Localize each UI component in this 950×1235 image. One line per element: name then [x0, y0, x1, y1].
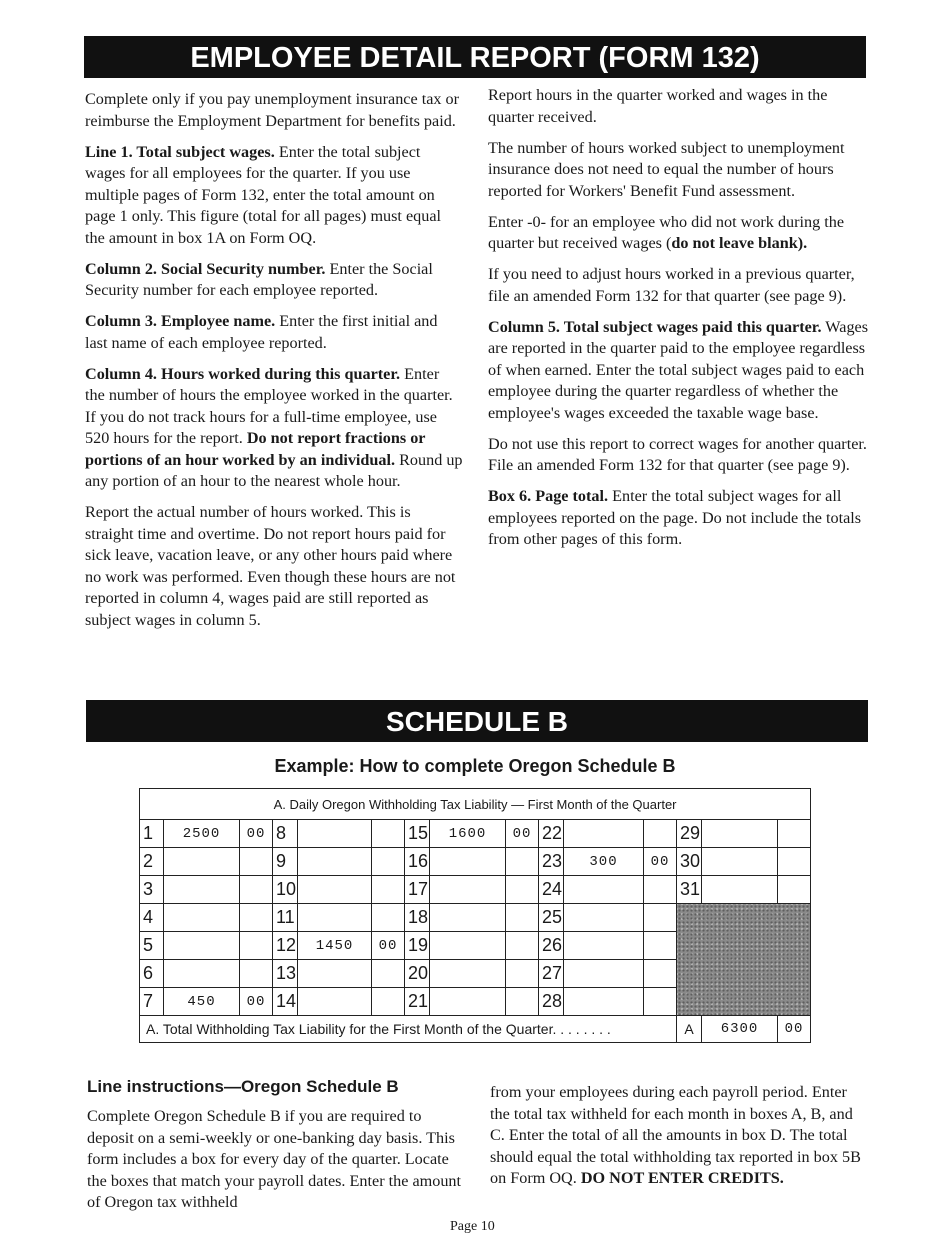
day-cents-field[interactable] [506, 876, 539, 904]
column3-heading: Column 3. Employee name. [85, 312, 276, 330]
day-amount-field[interactable] [298, 988, 372, 1016]
total-cents-field[interactable]: 00 [778, 1016, 811, 1043]
day-cents-field[interactable] [644, 876, 677, 904]
intro-paragraph: Complete only if you pay unemployment insurance tax or reimburse the Employment Department for benefits paid. [85, 90, 460, 130]
day-amount-field[interactable]: 450 [164, 988, 240, 1016]
day-number: 14 [273, 988, 298, 1016]
left-column [85, 89, 463, 641]
day-number: 12 [273, 932, 298, 960]
day-amount-field[interactable] [702, 876, 778, 904]
column5-paragraph [488, 317, 869, 425]
day-cents-field[interactable] [372, 820, 405, 848]
day-number: 18 [405, 904, 430, 932]
page-number: Page 10 [450, 1219, 495, 1234]
enter-zero-text: Enter -0- for an employee who did not work during the quarter but received wages ( [488, 212, 845, 252]
day-number: 15 [405, 820, 430, 848]
day-number: 13 [273, 960, 298, 988]
column4-heading: Column 4. Hours worked during this quarter. [85, 364, 401, 383]
day-amount-field[interactable] [564, 932, 644, 960]
total-amount-field[interactable]: 6300 [702, 1016, 778, 1043]
day-number: 3 [140, 876, 164, 904]
column5-heading: Column 5. Total subject wages paid this quarter. [488, 317, 822, 336]
box6-heading: Box 6. Page total. [488, 487, 609, 505]
day-amount-field[interactable] [564, 988, 644, 1016]
line-instructions-right-paragraph [490, 1082, 870, 1190]
day-cents-field[interactable]: 00 [644, 848, 677, 876]
table-row [140, 876, 811, 904]
day-cents-field[interactable] [372, 848, 405, 876]
column2-heading: Column 2. Social Security number. [85, 259, 326, 278]
actual-hours-paragraph: Report the actual number of hours worked. This is straight time and overtime. Do not report hours paid for sick leave, vacation leave, or any other hours paid where no work was performed. Even though these hours are not reported in column 4, wages paid are still reported as subject wages in column 5. [85, 503, 456, 629]
day-cents-field[interactable] [372, 988, 405, 1016]
day-cents-field[interactable] [372, 960, 405, 988]
day-number: 20 [405, 960, 430, 988]
shaded-unused-block [677, 904, 811, 1016]
column5-text: Wages are reported in the quarter paid to the employee regardless of when earned. Enter the total subject wages paid to each employee during the quarter regardless of whether the employee's wages exceeded the taxable wage base. [488, 317, 869, 422]
day-amount-field[interactable]: 1450 [298, 932, 372, 960]
column2-paragraph [85, 259, 463, 302]
page-title-banner: EMPLOYEE DETAIL REPORT (FORM 132) [84, 36, 866, 78]
day-cents-field[interactable] [506, 904, 539, 932]
day-number: 30 [677, 848, 702, 876]
day-cents-field[interactable] [778, 848, 811, 876]
line1-paragraph [85, 142, 463, 250]
day-amount-field[interactable] [564, 820, 644, 848]
day-number: 5 [140, 932, 164, 960]
column4-bold-text: Do not report fractions or portions of an hour worked by an individual. [85, 429, 426, 469]
day-amount-field[interactable] [298, 960, 372, 988]
day-amount-field[interactable] [702, 820, 778, 848]
day-number: 17 [405, 876, 430, 904]
day-cents-field[interactable] [644, 904, 677, 932]
day-amount-field[interactable] [298, 848, 372, 876]
day-number: 27 [539, 960, 564, 988]
do-not-use-paragraph: Do not use this report to correct wages for another quarter. File an amended Form 132 for that quarter (see page 9). [488, 434, 867, 474]
column4-text-end: Round up any portion of an hour to the nearest whole hour. [85, 450, 463, 490]
day-number: 22 [539, 820, 564, 848]
day-number: 25 [539, 904, 564, 932]
example-title: Example: How to complete Oregon Schedule B [274, 756, 676, 776]
day-number: 9 [273, 848, 298, 876]
column3-paragraph [85, 311, 463, 354]
day-number: 8 [273, 820, 298, 848]
day-cents-field[interactable] [644, 932, 677, 960]
day-amount-field[interactable] [702, 848, 778, 876]
day-amount-field[interactable] [430, 988, 506, 1016]
box6-paragraph [488, 486, 869, 551]
column4-text: Enter the number of hours the employee worked in the quarter. If you do not track hours for a full-time employee, use 520 hours for the report. [85, 364, 453, 447]
table-row [140, 904, 811, 932]
day-cents-field[interactable] [240, 960, 273, 988]
day-cents-field[interactable]: 00 [240, 820, 273, 848]
day-amount-field[interactable]: 300 [564, 848, 644, 876]
line-instructions-title: Line instructions—Oregon Schedule B [87, 1077, 399, 1096]
total-label: A. Total Withholding Tax Liability for the First Month of the Quarter. . . . . . . . [140, 1016, 677, 1043]
day-amount-field[interactable] [430, 932, 506, 960]
line-instructions-right [490, 1082, 870, 1190]
report-hours-paragraph: Report hours in the quarter worked and wages in the quarter received. [488, 86, 828, 126]
day-cents-field[interactable] [372, 876, 405, 904]
day-number: 4 [140, 904, 164, 932]
day-cents-field[interactable]: 00 [240, 988, 273, 1016]
right-column [488, 85, 869, 560]
day-cents-field[interactable] [372, 904, 405, 932]
day-number: 6 [140, 960, 164, 988]
day-number: 26 [539, 932, 564, 960]
day-amount-field[interactable] [430, 876, 506, 904]
day-amount-field[interactable] [564, 960, 644, 988]
day-cents-field[interactable] [240, 876, 273, 904]
day-cents-field[interactable] [778, 820, 811, 848]
day-amount-field[interactable] [430, 904, 506, 932]
day-amount-field[interactable] [164, 876, 240, 904]
day-number: 2 [140, 848, 164, 876]
column3-text: Enter the first initial and last name of each employee reported. [85, 312, 438, 352]
day-cents-field[interactable] [644, 988, 677, 1016]
day-number: 21 [405, 988, 430, 1016]
day-amount-field[interactable] [298, 820, 372, 848]
day-cents-field[interactable] [506, 988, 539, 1016]
day-number: 23 [539, 848, 564, 876]
box6-text: Enter the total subject wages for all employees reported on the page. Do not include the totals from other pages of this form. [488, 487, 862, 548]
table-row [140, 848, 811, 876]
line-instructions-left-text: Complete Oregon Schedule B if you are required to deposit on a semi-weekly or one-banking day basis. This form includes a box for every day of the quarter. Locate the boxes that match your payroll dates. Enter the amount of Oregon tax withheld [87, 1107, 462, 1211]
line-instructions-right-text: from your employees during each payroll period. Enter the total tax withheld for each month in boxes A, B, and C. Enter the total of all the amounts in box D. The total should equal the total withholding tax reported in box 5B on Form OQ. [490, 1083, 861, 1187]
table-row [140, 820, 811, 848]
day-amount-field[interactable] [298, 904, 372, 932]
schedule-b-table [139, 788, 811, 1043]
day-cents-field[interactable] [644, 960, 677, 988]
day-number: 16 [405, 848, 430, 876]
day-cents-field[interactable] [644, 820, 677, 848]
day-cents-field[interactable] [240, 848, 273, 876]
day-amount-field[interactable] [164, 848, 240, 876]
column4-paragraph [85, 364, 463, 493]
day-cents-field[interactable] [506, 960, 539, 988]
day-number: 29 [677, 820, 702, 848]
total-row [140, 1016, 811, 1043]
day-number: 10 [273, 876, 298, 904]
day-amount-field[interactable] [564, 876, 644, 904]
day-amount-field[interactable]: 1600 [430, 820, 506, 848]
day-amount-field[interactable] [164, 904, 240, 932]
day-amount-field[interactable]: 2500 [164, 820, 240, 848]
table-header: A. Daily Oregon Withholding Tax Liability — First Month of the Quarter [140, 789, 811, 820]
day-number: 28 [539, 988, 564, 1016]
line1-text: Enter the total subject wages for all employees for the quarter. If you use multiple pages of Form 132, enter the total amount on page 1 only. This figure (total for all pages) must equal the amount in box 1A on Form OQ. [85, 142, 442, 247]
day-cents-field[interactable]: 00 [372, 932, 405, 960]
day-amount-field[interactable] [430, 848, 506, 876]
day-cents-field[interactable] [778, 876, 811, 904]
day-amount-field[interactable] [298, 876, 372, 904]
day-number: 7 [140, 988, 164, 1016]
day-number: 1 [140, 820, 164, 848]
enter-zero-paragraph [488, 212, 869, 255]
day-amount-field[interactable] [164, 960, 240, 988]
adjust-hours-paragraph: If you need to adjust hours worked in a previous quarter, file an amended Form 132 for that quarter (see page 9). [488, 265, 855, 305]
day-cents-field[interactable] [240, 904, 273, 932]
day-cents-field[interactable] [506, 932, 539, 960]
day-cents-field[interactable] [240, 932, 273, 960]
hours-subject-paragraph: The number of hours worked subject to unemployment insurance does not need to equal the number of hours reported for Workers' Benefit Fund assessment. [488, 138, 845, 200]
line1-heading: Line 1. Total subject wages. [85, 142, 275, 161]
line-instructions-left [87, 1106, 463, 1214]
day-cents-field[interactable] [506, 848, 539, 876]
column2-text: Enter the Social Security number for each employee reported. [85, 259, 433, 299]
schedule-b-banner: SCHEDULE B [86, 700, 868, 742]
day-amount-field[interactable] [430, 960, 506, 988]
day-number: 31 [677, 876, 702, 904]
day-number: 19 [405, 932, 430, 960]
do-not-enter-credits: DO NOT ENTER CREDITS. [580, 1169, 784, 1187]
enter-zero-bold: do not leave blank). [671, 234, 808, 252]
day-cents-field[interactable]: 00 [506, 820, 539, 848]
day-number: 24 [539, 876, 564, 904]
day-number: 11 [273, 904, 298, 932]
total-box-letter: A [677, 1016, 702, 1043]
day-amount-field[interactable] [164, 932, 240, 960]
day-amount-field[interactable] [564, 904, 644, 932]
